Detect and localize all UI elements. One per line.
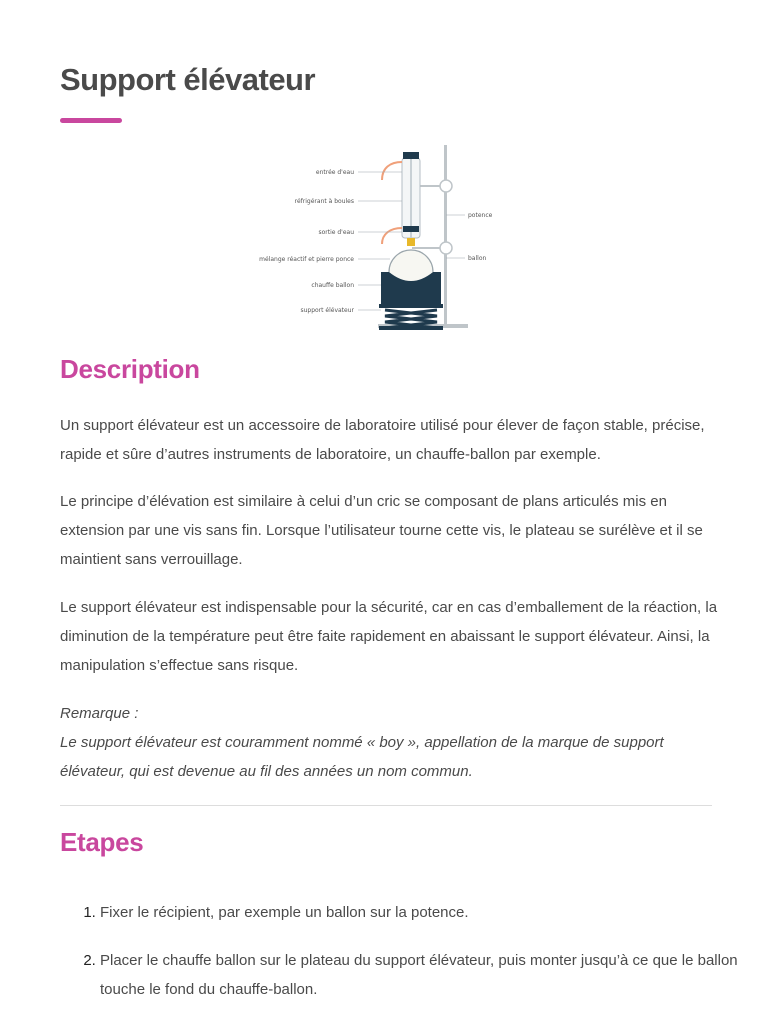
description-paragraph-2: Le principe d’élévation est similaire à celui d’un cric se composant de plans articulés mis en extension par une vis sans fin. Lorsque l’utilisateur tourne cette vis, le plateau se surélève et il se maintient sans verrouillage.: [60, 493, 703, 568]
label-support: support élévateur: [300, 307, 354, 314]
label-flask: ballon: [468, 255, 487, 262]
remark-text: Le support élévateur est couramment nommé « boy », appellation de la marque de support élévateur, qui est devenue au fil des années un nom commun.: [60, 734, 664, 780]
label-condenser: réfrigérant à boules: [294, 198, 354, 205]
label-heater: chauffe ballon: [311, 282, 354, 289]
label-stand: potence: [468, 212, 493, 219]
title-underline: [60, 118, 122, 123]
stand-rod: [444, 145, 447, 327]
steps-heading: Etapes: [60, 827, 144, 857]
steps-list: [60, 898, 760, 1023]
section-divider: [60, 805, 712, 806]
label-water-out: sortie d'eau: [318, 229, 354, 236]
description-paragraph-3: Le support élévateur est indispensable pour la sécurité, car en cas d’emballement de la réaction, la diminution de la température peut être faite rapidement en abaissant le support élévateur. Ainsi, la manipulation s’effectue sans risque.: [60, 599, 718, 674]
page-title: Support élévateur: [60, 62, 316, 97]
label-water-in: entrée d'eau: [315, 169, 354, 176]
remark-label: Remarque :: [60, 705, 139, 722]
description-heading: Description: [60, 354, 200, 384]
lift-plate: [379, 304, 443, 308]
list-item: 1. Fixer le récipient, par exemple un ballon sur la potence.: [100, 898, 760, 927]
lab-setup-diagram: [250, 140, 510, 335]
description-paragraph-1: Un support élévateur est un accessoire de laboratoire utilisé pour élever de façon stable, précise, rapide et sûre d’autres instruments de laboratoire, un chauffe-ballon par exemple.: [60, 417, 705, 463]
list-item: 2. Placer le chauffe ballon sur le plateau du support élévateur, puis monter jusqu’à ce que le ballon touche le fond du chauffe-ballon.: [100, 946, 760, 1004]
clamp-bottom: [440, 242, 452, 254]
clamp-top: [440, 180, 452, 192]
label-mixture: mélange réactif et pierre ponce: [259, 256, 354, 263]
